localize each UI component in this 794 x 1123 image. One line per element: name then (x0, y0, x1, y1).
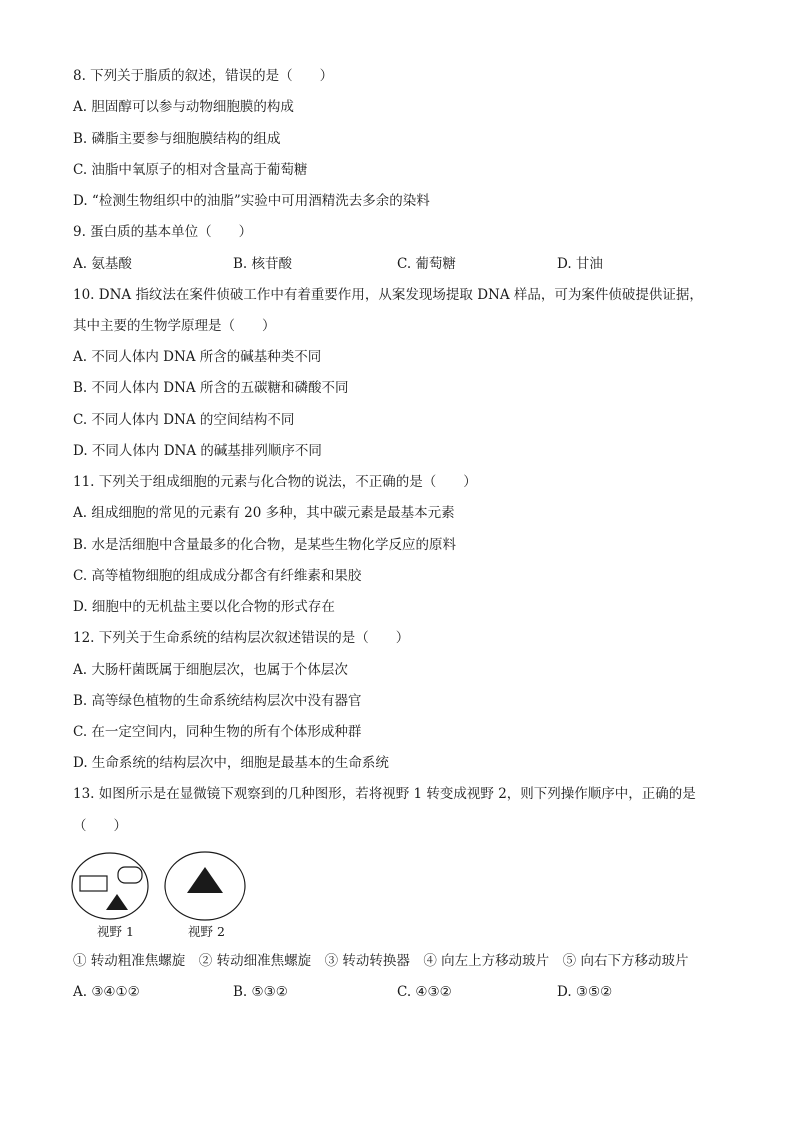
q11-option-a: A. 组成细胞的常见的元素有 20 多种，其中碳元素是最基本元素 (73, 505, 455, 521)
rounded-rectangle-shape (118, 867, 142, 883)
q11-stem: 11. 下列关于组成细胞的元素与化合物的说法，不正确的是（ ） (73, 474, 477, 490)
q10-option-a: A. 不同人体内 DNA 所含的碱基种类不同 (73, 349, 322, 365)
field-of-view-1 (72, 853, 148, 919)
q13-stem-line2: （ ） (73, 818, 127, 834)
q13-steps: ① 转动粗准焦螺旋 ② 转动细准焦螺旋 ③ 转动转换器 ④ 向左上方移动玻片 ⑤ 向右下方移动玻片 (73, 953, 689, 969)
q13-option-c: C. ④③② (397, 984, 452, 1000)
q12-stem: 12. 下列关于生命系统的结构层次叙述错误的是（ ） (73, 630, 410, 646)
q9-option-c: C. 葡萄糖 (397, 256, 456, 272)
large-triangle-shape (187, 867, 223, 893)
q12-option-d: D. 生命系统的结构层次中，细胞是最基本的生命系统 (73, 755, 389, 771)
field-1-label: 视野 1 (97, 924, 134, 939)
small-triangle-shape (106, 894, 128, 910)
q8-stem: 8. 下列关于脂质的叙述，错误的是（ ） (73, 68, 334, 84)
microscope-fields-diagram (70, 850, 260, 922)
q11-option-b: B. 水是活细胞中含量最多的化合物，是某些生物化学反应的原料 (73, 537, 457, 553)
field-2-label: 视野 2 (188, 924, 225, 939)
rectangle-shape (80, 876, 107, 891)
q8-option-c: C. 油脂中氧原子的相对含量高于葡萄糖 (73, 162, 308, 178)
q10-option-d: D. 不同人体内 DNA 的碱基排列顺序不同 (73, 443, 322, 459)
q13-option-b: B. ⑤③② (233, 984, 288, 1000)
q11-option-d: D. 细胞中的无机盐主要以化合物的形式存在 (73, 599, 335, 615)
q12-option-a: A. 大肠杆菌既属于细胞层次，也属于个体层次 (73, 662, 348, 678)
q10-option-c: C. 不同人体内 DNA 的空间结构不同 (73, 412, 295, 428)
q13-option-d: D. ③⑤② (557, 984, 613, 1000)
q10-stem-line2: 其中主要的生物学原理是（ ） (73, 318, 276, 334)
q12-option-b: B. 高等绿色植物的生命系统结构层次中没有器官 (73, 693, 362, 709)
q8-option-b: B. 磷脂主要参与细胞膜结构的组成 (73, 131, 281, 147)
q12-option-c: C. 在一定空间内，同种生物的所有个体形成种群 (73, 724, 362, 740)
q9-option-d: D. 甘油 (557, 256, 603, 272)
q8-option-d: D. “检测生物组织中的油脂”实验中可用酒精洗去多余的染料 (73, 193, 430, 209)
q13-stem-line1: 13. 如图所示是在显微镜下观察到的几种图形，若将视野 1 转变成视野 2，则下列操作顺序中，正确的是 (73, 786, 696, 802)
q10-option-b: B. 不同人体内 DNA 所含的五碳糖和磷酸不同 (73, 380, 349, 396)
q10-stem-line1: 10. DNA 指纹法在案件侦破工作中有着重要作用，从案发现场提取 DNA 样品，可为案件侦破提供证据， (73, 287, 703, 303)
q11-option-c: C. 高等植物细胞的组成成分都含有纤维素和果胶 (73, 568, 362, 584)
q9-option-b: B. 核苷酸 (233, 256, 293, 272)
q9-option-a: A. 氨基酸 (73, 256, 132, 272)
q13-option-a: A. ③④①② (73, 984, 140, 1000)
q8-option-a: A. 胆固醇可以参与动物细胞膜的构成 (73, 99, 294, 115)
q9-stem: 9. 蛋白质的基本单位（ ） (73, 224, 253, 240)
microscope-fields-figure (70, 850, 260, 945)
field-of-view-2 (165, 852, 245, 920)
